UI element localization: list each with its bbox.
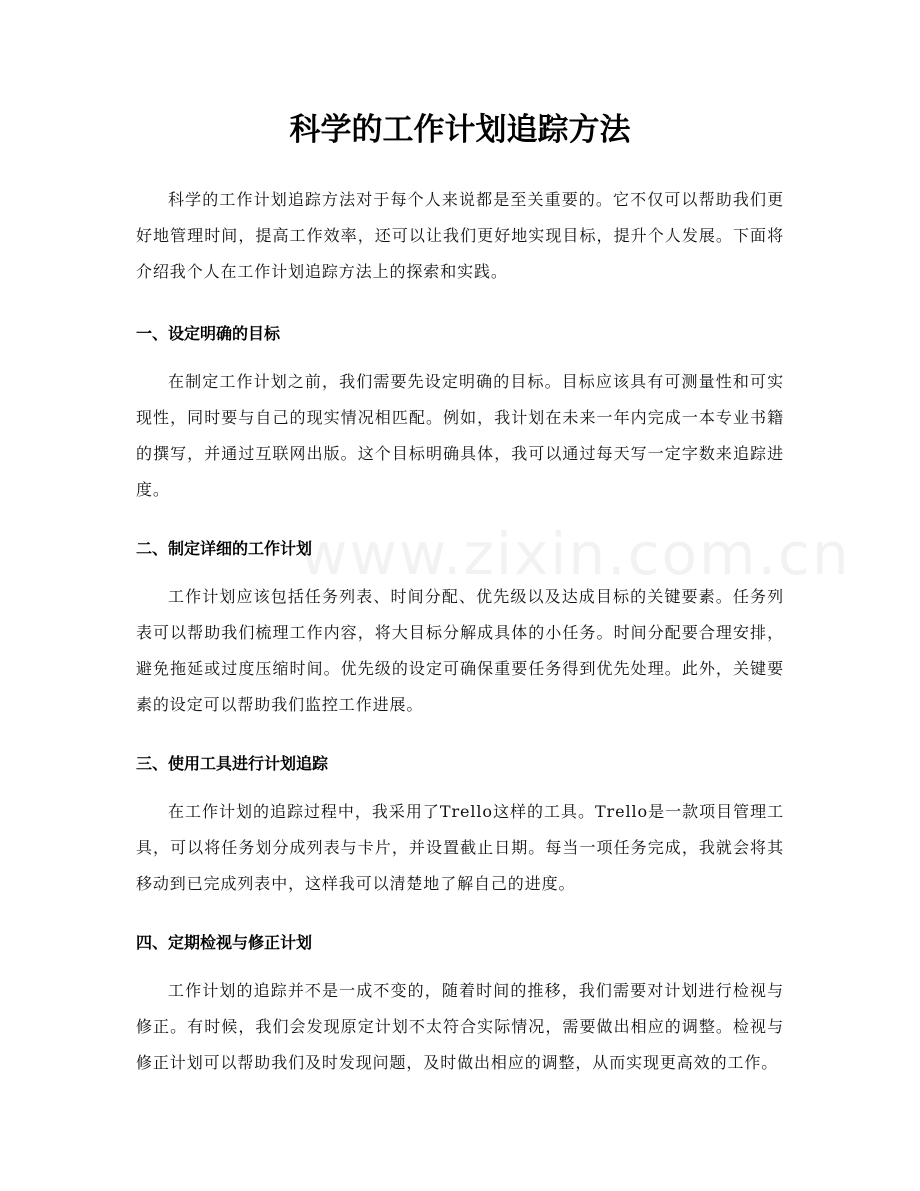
section-heading-1: 一、设定明确的目标 [136, 324, 281, 343]
section-paragraph-2: 工作计划应该包括任务列表、时间分配、优先级以及达成目标的关键要素。任务列表可以帮助我们梳理工作内容，将大目标分解成具体的小任务。时间分配要合理安排，避免拖延或过度压缩时间。优先级的设定可确保重要任务得到优先处理。此外，关键要素的设定可以帮助我们监控工作进展。 [136, 587, 784, 714]
section-paragraph-3: 在工作计划的追踪过程中，我采用了Trello这样的工具。Trello是一款项目管理工具，可以将任务划分成列表与卡片，并设置截止日期。每当一项任务完成，我就会将其移动到已完成列表中，这样我可以清楚地了解自己的进度。 [136, 802, 784, 893]
watermark: www.zixin.com.cn [300, 520, 851, 588]
section-heading-3: 三、使用工具进行计划追踪 [136, 754, 329, 773]
section-paragraph-1: 在制定工作计划之前，我们需要先设定明确的目标。目标应该具有可测量性和可实现性，同时要与自己的现实情况相匹配。例如，我计划在未来一年内完成一本专业书籍的撰写，并通过互联网出版。这个目标明确具体，我可以通过每天写一定字数来追踪进度。 [136, 372, 784, 499]
section-paragraph-4: 工作计划的追踪并不是一成不变的，随着时间的推移，我们需要对计划进行检视与修正。有时候，我们会发现原定计划不太符合实际情况，需要做出相应的调整。检视与修正计划可以帮助我们及时发现问题，及时做出相应的调整，从而实现更高效的工作。 [136, 981, 784, 1072]
section-heading-4: 四、定期检视与修正计划 [136, 933, 313, 952]
intro-paragraph: 科学的工作计划追踪方法对于每个人来说都是至关重要的。它不仅可以帮助我们更好地管理时间，提高工作效率，还可以让我们更好地实现目标，提升个人发展。下面将介绍我个人在工作计划追踪方法上的探索和实践。 [136, 190, 784, 281]
document-title: 科学的工作计划追踪方法 [289, 112, 631, 148]
section-heading-2: 二、制定详细的工作计划 [136, 539, 313, 558]
document-body [136, 182, 851, 1081]
